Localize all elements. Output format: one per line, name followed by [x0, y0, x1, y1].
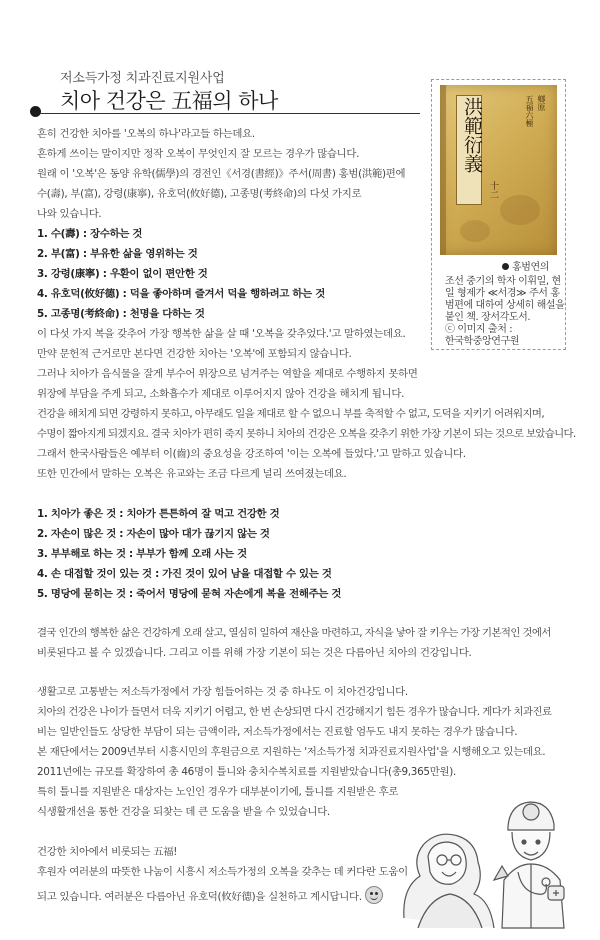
book-cover-image	[440, 85, 557, 255]
program-line: 비는 일반인들도 상당한 부담이 되는 금액이라, 저소득가정에서는 진료할 엄두도 내지 못하는 경우가 많습니다.	[37, 726, 518, 738]
title-prefix: 치아 건강은	[60, 89, 172, 113]
page-title	[60, 85, 278, 115]
program-line: 치아의 건강은 나이가 들면서 더욱 지키기 어렵고, 한 번 손상되면 다시 건강해지기 힘든 경우가 많습니다. 게다가 치과진료	[37, 706, 552, 718]
smiley-icon	[365, 886, 383, 904]
caption-line: 범편에 대하여 상세히 해설을	[445, 300, 565, 311]
body-line: 그래서 한국사람들은 예부터 이(齒)의 중요성을 강조하여 '이는 오복에 들었다.'고 말하고 있습니다.	[37, 448, 466, 460]
folk-blessing-item: 5. 명당에 묻히는 것 : 죽어서 명당에 묻혀 자손에게 복을 전해주는 것	[37, 588, 342, 600]
title-bullet-dot	[30, 106, 41, 117]
book-volume: 十二	[488, 181, 498, 199]
closing-line: 후원자 여러분의 따뜻한 나눔이 시흥시 저소득가정의 오복을 갖추는 데 커다란 도움이	[37, 866, 408, 878]
intro-line: 원래 이 '오복'은 동양 유학(儒學)의 경전인《서경(書經)》주서(周書) 홍범(洪範)편에	[37, 168, 406, 180]
closing-headline: 건강한 치아에서 비롯되는 五福!	[37, 846, 178, 858]
body-line: 만약 문헌적 근거로만 본다면 건강한 치아는 '오복'에 포함되지 않습니다.	[37, 348, 352, 360]
classic-blessing-item: 2. 부(富) : 부유한 삶을 영위하는 것	[37, 248, 198, 260]
book-side-text: 五福六極	[525, 95, 534, 127]
intro-line: 흔하게 쓰이는 말이지만 정작 오복이 무엇인지 잘 모르는 경우가 많습니다.	[37, 148, 360, 160]
program-line: 2011년에는 규모를 확장하여 총 46명이 틀니와 충치수복치료를 지원받았습니다(총9,365만원).	[37, 766, 456, 778]
intro-line: 나와 있습니다.	[37, 208, 102, 220]
book-stain	[460, 220, 490, 242]
folk-blessing-item: 2. 자손이 많은 것 : 자손이 많아 대가 끊기지 않는 것	[37, 528, 270, 540]
caption-line: 붙인 책. 장서각도서.	[445, 312, 531, 323]
closing-line-text: 되고 있습니다. 여러분은 다름아닌 유호덕(攸好德)을 실천하고 계시답니다.	[37, 891, 362, 903]
program-line: 본 재단에서는 2009년부터 시흥시민의 후원금으로 지원하는 '저소득가정 치과진료지원사업'을 시행해오고 있는데요.	[37, 746, 546, 758]
classic-blessing-item: 5. 고종명(考終命) : 천명을 다하는 것	[37, 308, 205, 320]
book-stain	[500, 195, 540, 225]
book-side-text: 鄉原	[537, 95, 546, 111]
title-hanja: 五福	[171, 89, 213, 113]
book-title: 洪範衍義	[461, 97, 483, 173]
caption-heading	[502, 262, 549, 275]
section-subtitle: 저소득가정 치과진료지원사업	[60, 71, 225, 86]
caption-line: 한국학중앙연구원	[445, 336, 520, 347]
intro-line: 수(壽), 부(富), 강령(康寧), 유호덕(攸好德), 고종명(考終命)의 다섯 가지로	[37, 188, 362, 200]
conclusion-line: 비롯된다고 볼 수 있겠습니다. 그리고 이를 위해 가장 기본이 되는 것은 다름아닌 치아의 건강입니다.	[37, 647, 472, 659]
body-line: 위장에 부담을 주게 되고, 소화흡수가 제대로 이루어지지 않아 건강을 해치게 됩니다.	[37, 388, 405, 400]
intro-line: 흔히 건강한 치아를 '오복의 하나'라고들 하는데요.	[37, 128, 255, 140]
body-line: 또한 민간에서 말하는 오복은 유교와는 조금 다르게 널리 쓰여졌는데요.	[37, 468, 347, 480]
body-line: 건강을 해치게 되면 강령하지 못하고, 아무래도 일을 제대로 할 수 없으니 부를 축적할 수 없고, 도덕을 지키기 어려워지며,	[37, 408, 545, 420]
conclusion-line: 결국 인간의 행복한 삶은 건강하게 오래 살고, 열심히 일하여 재산을 마련하고, 자식을 낳아 잘 키우는 가장 기본적인 것에서	[37, 627, 551, 639]
caption-line: 조선 중기의 학자 이휘일, 현	[445, 276, 561, 287]
classic-blessing-item: 1. 수(壽) : 장수하는 것	[37, 228, 143, 240]
caption-line: ⓒ 이미지 출처 :	[445, 324, 513, 335]
classic-blessing-item: 4. 유호덕(攸好德) : 덕을 좋아하며 즐겨서 덕을 행하려고 하는 것	[37, 288, 325, 300]
caption-heading-text: 홍범연의	[512, 262, 550, 273]
dentist-grandmother-illustration	[398, 768, 588, 933]
program-line: 생활고로 고통받는 저소득가정에서 가장 힘들어하는 것 중 하나도 이 치아건강입니다.	[37, 686, 408, 698]
bullet-icon	[502, 263, 509, 270]
program-line: 특히 틀니를 지원받은 대상자는 노인인 경우가 대부분이기에, 틀니를 지원받은 후로	[37, 786, 399, 798]
body-line: 이 다섯 가지 복을 갖추어 가장 행복한 삶을 살 때 '오복을 갖추었다.'고 말하였는데요.	[37, 328, 406, 340]
folk-blessing-item: 3. 부부해로 하는 것 : 부부가 함께 오래 사는 것	[37, 548, 247, 560]
title-suffix: 의 하나	[212, 89, 278, 113]
folk-blessing-item: 4. 손 대접할 것이 있는 것 : 가진 것이 있어 남을 대접할 수 있는 것	[37, 568, 332, 580]
classic-blessing-item: 3. 강령(康寧) : 우환이 없이 편안한 것	[37, 268, 208, 280]
body-line: 그러나 치아가 음식물을 잘게 부수어 위장으로 넘겨주는 역할을 제대로 수행하지 못하면	[37, 368, 418, 380]
program-line: 식생활개선을 통한 건강을 되찾는 데 큰 도움을 받을 수 있었습니다.	[37, 806, 330, 818]
title-underline	[40, 113, 420, 114]
folk-blessing-item: 1. 치아가 좋은 것 : 치아가 튼튼하여 잘 먹고 건강한 것	[37, 508, 280, 520]
body-line: 수명이 짧아지게 되겠지요. 결국 치아가 편히 죽지 못하니 치아의 건강은 오복을 갖추기 위한 가장 기본이 되는 것으로 보았습니다.	[37, 428, 576, 440]
book-spine	[440, 85, 446, 255]
caption-line: 일 형제가 ≪서경≫ 주서 홍	[445, 288, 560, 299]
closing-line	[37, 886, 383, 904]
